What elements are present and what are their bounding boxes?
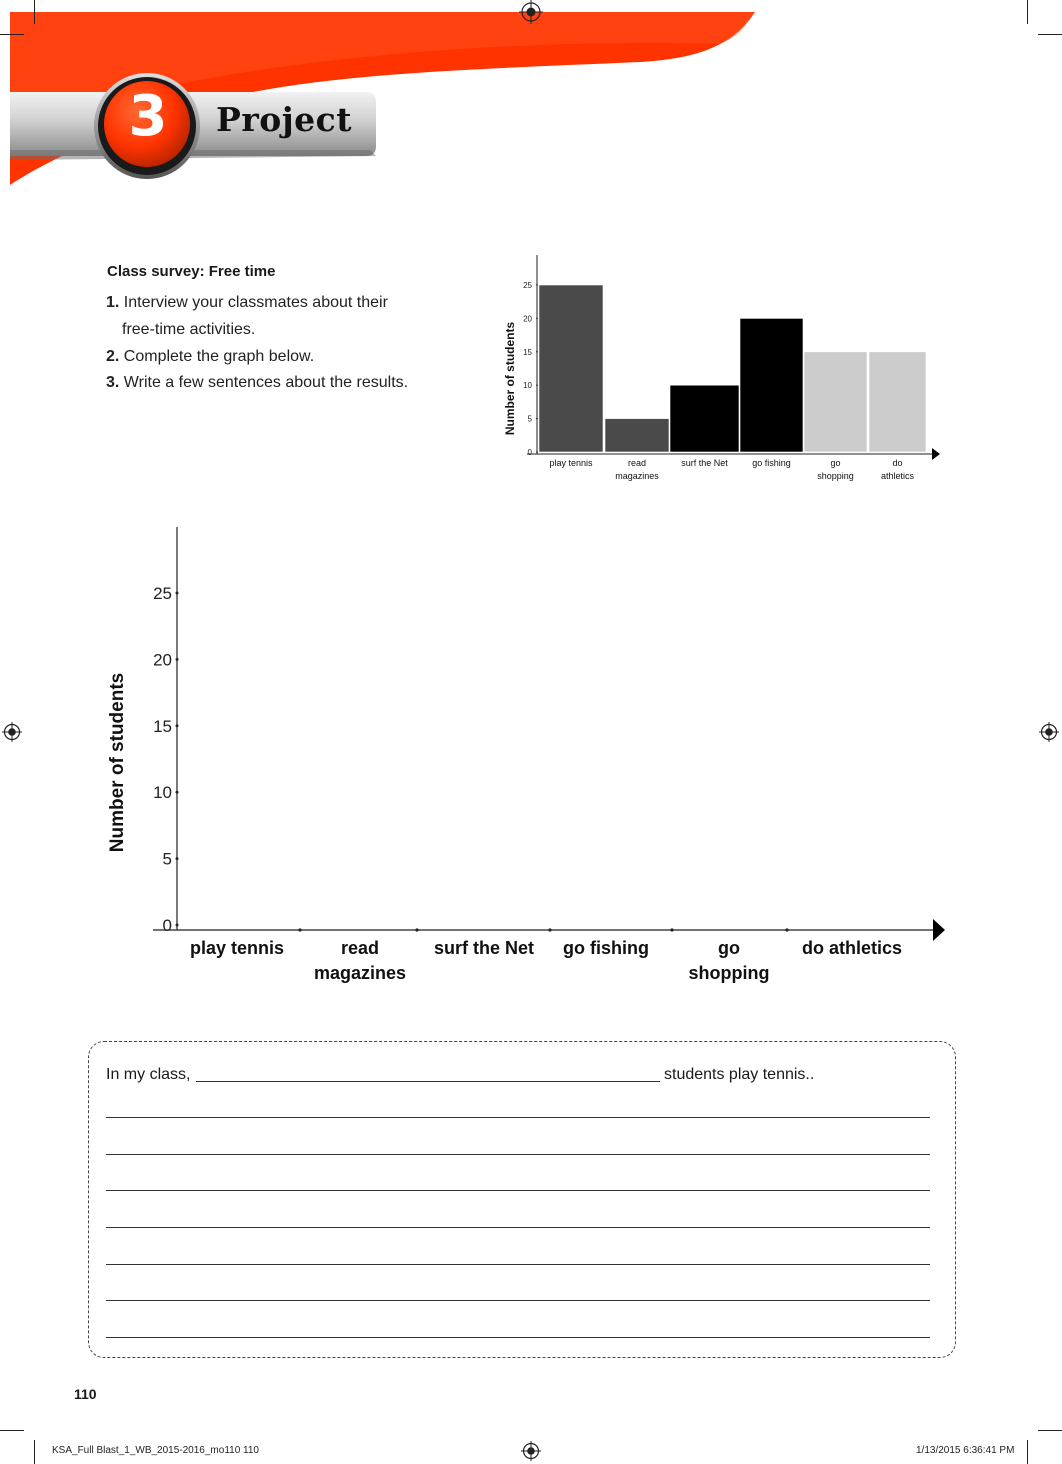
crop-mark [0, 34, 24, 35]
y-tick-mark [176, 791, 179, 794]
y-tick-label: 5 [162, 849, 172, 869]
y-tick-label: 0 [162, 916, 172, 935]
x-tick-mark [548, 928, 551, 931]
x-tick-label: do athletics [801, 938, 903, 958]
survey-heading: Class survey: Free time [107, 263, 276, 280]
example-bar-chart [495, 250, 945, 490]
unit-number: 3 [128, 84, 168, 149]
y-tick-mark [536, 318, 538, 320]
sentence-prefix: In my class, [106, 1066, 191, 1083]
instruction-number: 1. [106, 294, 120, 311]
x-axis-arrow-icon [933, 919, 945, 941]
y-tick-label: 15 [153, 716, 172, 736]
instruction-text: Complete the graph below. [123, 348, 315, 365]
y-tick-mark [176, 658, 179, 661]
instruction-item [106, 348, 314, 366]
bar [740, 318, 803, 452]
crop-mark [1027, 0, 1028, 24]
crop-mark [1038, 34, 1062, 35]
x-tick-label: go [830, 458, 841, 468]
bar [605, 419, 669, 452]
writing-line[interactable] [106, 1227, 930, 1228]
page-title: Project [216, 100, 352, 139]
writing-line[interactable] [106, 1117, 930, 1118]
x-tick-label: read [340, 938, 380, 958]
y-tick-mark [536, 384, 538, 386]
x-tick-label: do [892, 458, 903, 468]
print-slug: KSA_Full Blast_1_WB_2015-2016_mo110 110 [52, 1445, 259, 1456]
x-tick-label: play tennis [549, 458, 593, 468]
x-tick-mark [785, 928, 788, 931]
instruction-item [122, 321, 255, 339]
x-tick-label: go fishing [563, 938, 649, 958]
bar [804, 352, 867, 452]
bar [869, 352, 926, 452]
x-tick-label: go fishing [752, 458, 791, 468]
x-axis-arrow-icon [932, 448, 940, 460]
print-timestamp: 1/13/2015 6:36:41 PM [916, 1445, 1015, 1456]
x-tick-label: read [627, 458, 647, 468]
instruction-text: free-time activities. [122, 321, 256, 338]
y-tick-label: 15 [523, 347, 532, 357]
y-tick-mark [536, 351, 538, 353]
y-tick-mark [176, 857, 179, 860]
x-tick-label: shopping [817, 471, 854, 481]
registration-mark-icon [521, 1441, 541, 1461]
y-tick-label: 10 [523, 381, 532, 391]
writing-line[interactable] [106, 1154, 930, 1155]
x-tick-label: surf the Net [433, 938, 535, 958]
instruction-item [106, 374, 408, 392]
page-number: 110 [74, 1386, 97, 1402]
bar [670, 385, 739, 452]
writing-line[interactable] [106, 1300, 930, 1301]
blank-bar-chart [95, 520, 955, 1000]
x-tick-label: shopping [688, 963, 770, 983]
y-tick-label: 25 [153, 584, 172, 603]
registration-mark-icon [2, 722, 22, 742]
y-tick-mark [536, 418, 538, 420]
registration-mark-icon [1039, 722, 1059, 742]
y-tick-mark [176, 592, 179, 595]
x-tick-label: athletics [880, 471, 915, 481]
y-tick-mark [176, 924, 179, 927]
crop-mark [34, 1440, 35, 1464]
instruction-item [106, 294, 388, 312]
y-tick-label: 20 [523, 314, 532, 324]
crop-mark [1027, 1440, 1028, 1464]
writing-line[interactable] [106, 1264, 930, 1265]
crop-mark [34, 0, 35, 24]
x-tick-mark [670, 928, 673, 931]
instruction-number: 3. [106, 374, 120, 391]
instruction-text: Write a few sentences about the results. [123, 374, 409, 391]
bar [539, 285, 603, 452]
x-tick-label: magazines [313, 963, 407, 983]
x-tick-label: go [718, 938, 740, 958]
y-tick-label: 25 [523, 281, 532, 290]
y-tick-label: 0 [527, 448, 532, 457]
y-tick-mark [176, 724, 179, 727]
writing-line[interactable] [106, 1337, 930, 1338]
y-tick-label: 20 [153, 650, 172, 670]
crop-mark [1038, 1430, 1062, 1431]
writing-box [88, 1041, 956, 1358]
answer-blank[interactable] [196, 1081, 660, 1082]
x-tick-mark [298, 928, 301, 931]
x-tick-label: magazines [615, 471, 659, 481]
writing-line[interactable] [106, 1190, 930, 1191]
y-axis-label: Number of students [503, 321, 517, 436]
y-tick-mark [536, 451, 538, 453]
crop-mark [0, 1430, 24, 1431]
y-tick-label: 10 [153, 783, 172, 803]
x-tick-label: surf the Net [681, 458, 728, 468]
sentence-suffix: students play tennis.. [664, 1066, 815, 1083]
y-tick-label: 5 [527, 414, 532, 424]
y-axis-label: Number of students [107, 672, 128, 853]
y-tick-mark [536, 284, 538, 286]
x-tick-label: play tennis [189, 938, 285, 958]
instruction-text: Interview your classmates about their [123, 294, 388, 311]
x-tick-mark [415, 928, 418, 931]
instruction-number: 2. [106, 348, 120, 365]
